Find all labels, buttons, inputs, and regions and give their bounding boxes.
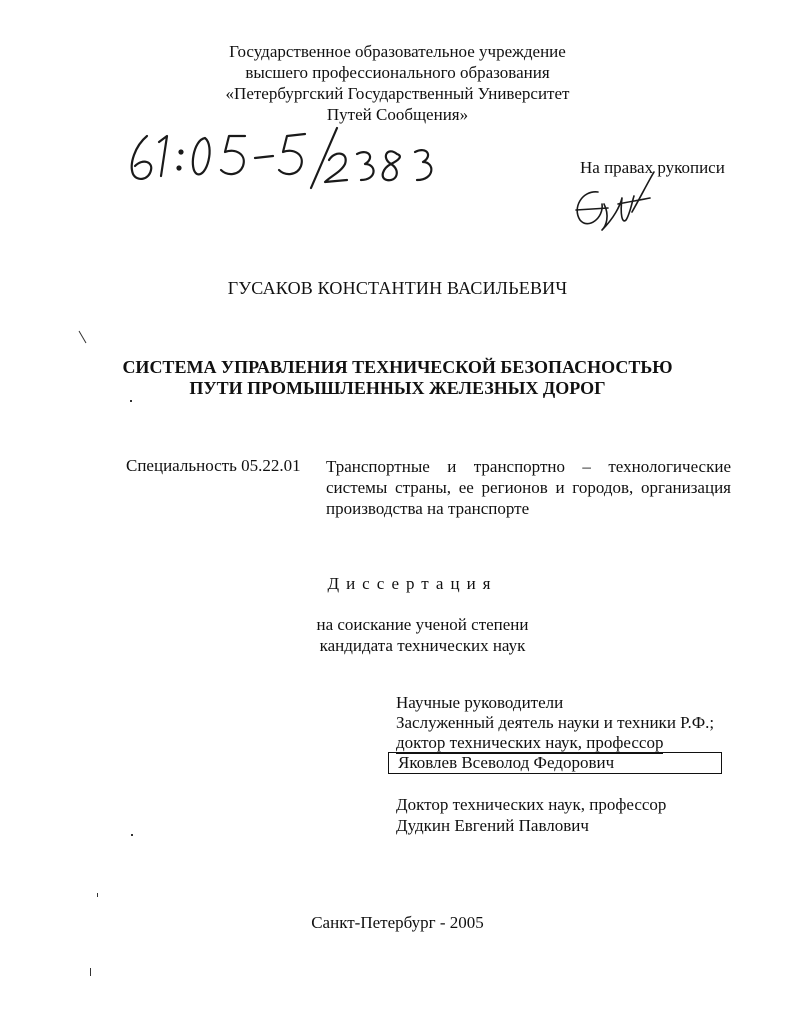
supervisor-1-name: Яковлев Всеволод Федорович [398,753,615,772]
title-line-2: ПУТИ ПРОМЫШЛЕННЫХ ЖЕЛЕЗНЫХ ДОРОГ [189,378,606,398]
specialty-line-2: системы страны, ее регионов и городов, организация [326,478,731,497]
institution-line-2: высшего профессионального образования [245,63,550,82]
supervisor-2-block [396,794,666,836]
work-type: Диссертация [327,574,498,593]
scan-speck [130,400,132,402]
supervisors-heading: Научные руководители [396,693,564,712]
title-line-1: СИСТЕМА УПРАВЛЕНИЯ ТЕХНИЧЕСКОЙ БЕЗОПАСНОСТЬЮ [122,357,673,377]
scan-speck [79,331,87,344]
scan-speck [97,893,98,897]
supervisor-1-title-1: Заслуженный деятель науки и техники Р.Ф.; [396,713,715,732]
supervisor-2-name: Дудкин Евгений Павлович [396,816,589,835]
degree-line-1: на соискание ученой степени [316,615,529,634]
specialty-label: Специальность 05.22.01 [126,456,301,475]
rights-label: На правах рукописи [580,158,725,177]
scan-speck [131,834,133,836]
degree-block [0,614,795,656]
city-year: Санкт-Петербург - 2005 [311,913,484,932]
institution-block [0,41,795,125]
specialty-line-3: производства на транспорте [326,499,530,518]
handwritten-catalog-code [125,124,435,192]
supervisors-block [396,693,714,754]
institution-line-4: Путей Сообщения» [326,105,469,124]
supervisor-2-title: Доктор технических наук, профессор [396,795,667,814]
handwritten-signature [568,168,658,238]
supervisor-1-title-2: доктор технических наук, профессор [396,733,664,752]
specialty-line-1: Транспортные и транспортно – технологические [326,457,731,476]
degree-line-2: кандидата технических наук [319,636,526,655]
supervisor-1-name-box [388,752,722,774]
specialty-description [326,456,731,519]
scan-speck [90,968,91,976]
institution-line-1: Государственное образовательное учреждение [229,42,566,61]
dissertation-title [0,357,795,399]
author-name: ГУСАКОВ КОНСТАНТИН ВАСИЛЬЕВИЧ [227,278,568,298]
institution-line-3: «Петербургский Государственный Университет [225,84,570,103]
